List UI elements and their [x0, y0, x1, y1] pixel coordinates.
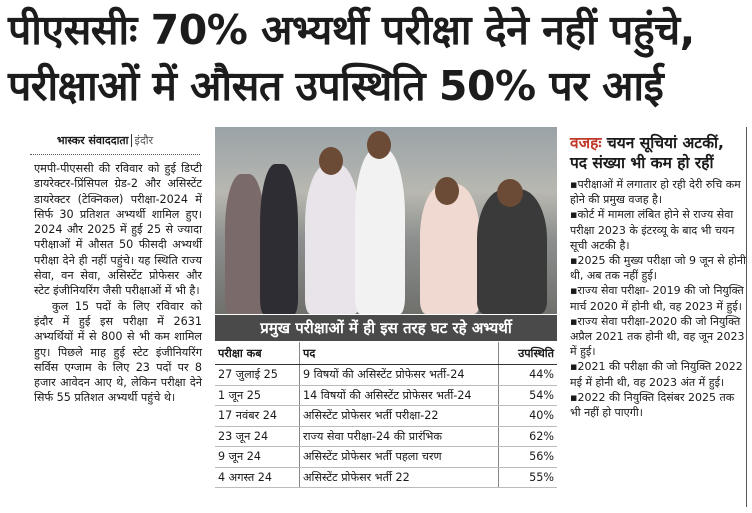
list-item: ▪ 2021 की परीक्षा की जो नियुक्ति 2022 मई में होनी थी, वह 2023 अंत में हुई।: [570, 359, 746, 389]
column-header-attendance: उपस्थिति: [499, 342, 558, 365]
headline: [8, 2, 748, 114]
list-item: ▪ परीक्षाओं में लगातार हो रही देरी रुचि कम होने की प्रमुख वजह है।: [570, 177, 746, 207]
photo-figure-head: [497, 179, 523, 207]
photo-figure-head: [367, 131, 391, 159]
column-header-date: परीक्षा कब: [215, 342, 300, 365]
cell-date: 27 जुलाई 25: [215, 365, 300, 386]
headline-line-1: पीएससीः 70% अभ्यर्थी परीक्षा देने नहीं पहुंचे,: [8, 6, 695, 54]
table-row: [215, 385, 557, 406]
photo-figure: [305, 164, 360, 314]
photo-figure: [477, 189, 547, 314]
table-row: [215, 426, 557, 447]
cell-date: 4 अगस्त 24: [215, 467, 300, 488]
byline: [0, 133, 210, 148]
table-row: [215, 447, 557, 468]
list-item: ▪ राज्य सेवा परीक्षा- 2019 की जो नियुक्ति मार्च 2020 में होनी थी, वह 2023 में हुई।: [570, 283, 746, 313]
paragraph: एमपी-पीएससी की रविवार को हुई डिप्टी डायरेक्टर-प्रिंसिपल ग्रेड-2 और असिस्टेंट डायरेक्टर (टेक्निकल) परीक्षा-2024 में सिर्फ 30 प्रतिशत अभ्यर्थी शामिल हुए। 2024 और 2025 में हुई 25 से ज्यादा परीक्षाओं में औसत 50 फीसदी अभ्यर्थी परीक्षा देने ही नहीं पहुंचे। यह स्थिति राज्य सेवा, वन सेवा, असिस्टेंट प्रोफेसर और स्टेट इंजीनियरिंग जैसी परीक्षाओं में भी है।: [34, 162, 202, 298]
city: इंदौर: [131, 134, 154, 147]
table-header-row: [215, 342, 557, 365]
photo-figure-head: [319, 147, 343, 175]
list-item: ▪ 2025 की मुख्य परीक्षा जो 9 जून से होनी थी, अब तक नहीं हुई।: [570, 253, 746, 283]
cell-post: असिस्टेंट प्रोफेसर भर्ती परीक्षा-22: [300, 406, 499, 427]
table-title: प्रमुख परीक्षाओं में ही इस तरह घट रहे अभ्यर्थी: [215, 315, 557, 341]
reasons-list: [570, 177, 746, 420]
article-text: [0, 161, 210, 406]
cell-date: 17 नवंबर 24: [215, 406, 300, 427]
photo-figure: [355, 149, 405, 314]
sidebar-heading: [570, 133, 746, 173]
cell-date: 9 जून 24: [215, 447, 300, 468]
list-item: ▪ राज्य सेवा परीक्षा-2020 की जो नियुक्ति अप्रैल 2021 तक होनी थी, वह जून 2023 में हुई।: [570, 314, 746, 360]
photo-figure: [260, 164, 298, 314]
table-row: [215, 467, 557, 488]
cell-attendance: 40%: [499, 406, 558, 427]
news-photo: [215, 127, 557, 314]
paragraph: कुल 15 पदों के लिए रविवार को इंदौर में हुई इस परीक्षा में 2631 अभ्यर्थियों में से 800 से भी कम शामिल हुए। पिछले माह हुई स्टेट इंजीनियरिंग सर्विस एग्जाम के लिए 23 पदों पर 8 हजार आवेदन आए थे, लेकिन परीक्षा देने सिर्फ 55 प्रतिशत अभ्यर्थी पहुंचे थे।: [34, 299, 202, 405]
article-body-column: [0, 127, 210, 406]
divider: [30, 154, 200, 155]
cell-date: 1 जून 25: [215, 385, 300, 406]
cell-attendance: 56%: [499, 447, 558, 468]
cell-post: असिस्टेंट प्रोफेसर भर्ती पहला चरण: [300, 447, 499, 468]
table-row: [215, 406, 557, 427]
attendance-table: [215, 342, 557, 488]
cell-post: 14 विषयों की असिस्टेंट प्रोफेसर भर्ती-24: [300, 385, 499, 406]
column-header-post: पद: [300, 342, 499, 365]
photo-figure: [225, 174, 265, 314]
cell-attendance: 55%: [499, 467, 558, 488]
sidebar-label: वजहः: [570, 134, 602, 152]
sidebar-heading-text: चयन सूचियां अटकीं, पद संख्या भी कम हो रहीं: [570, 134, 724, 172]
list-item: ▪ 2022 की नियुक्ति दिसंबर 2025 तक भी नहीं हो पाएगी।: [570, 390, 746, 420]
cell-attendance: 54%: [499, 385, 558, 406]
cell-attendance: 44%: [499, 365, 558, 386]
table-row: [215, 365, 557, 386]
reasons-sidebar: [570, 127, 747, 507]
cell-date: 23 जून 24: [215, 426, 300, 447]
reporter: भास्कर संवाददाता: [56, 134, 129, 147]
cell-post: 9 विषयों की असिस्टेंट प्रोफेसर भर्ती-24: [300, 365, 499, 386]
list-item: ▪ कोर्ट में मामला लंबित होने से राज्य सेवा परीक्षा 2023 के इंटरव्यू के बाद भी चयन सूची अटकी है।: [570, 207, 746, 253]
photo-figure-head: [435, 177, 459, 205]
cell-attendance: 62%: [499, 426, 558, 447]
cell-post: असिस्टेंट प्रोफेसर भर्ती 22: [300, 467, 499, 488]
headline-line-2: परीक्षाओं में औसत उपस्थिति 50% पर आई: [8, 62, 664, 110]
cell-post: राज्य सेवा परीक्षा-24 की प्रारंभिक: [300, 426, 499, 447]
